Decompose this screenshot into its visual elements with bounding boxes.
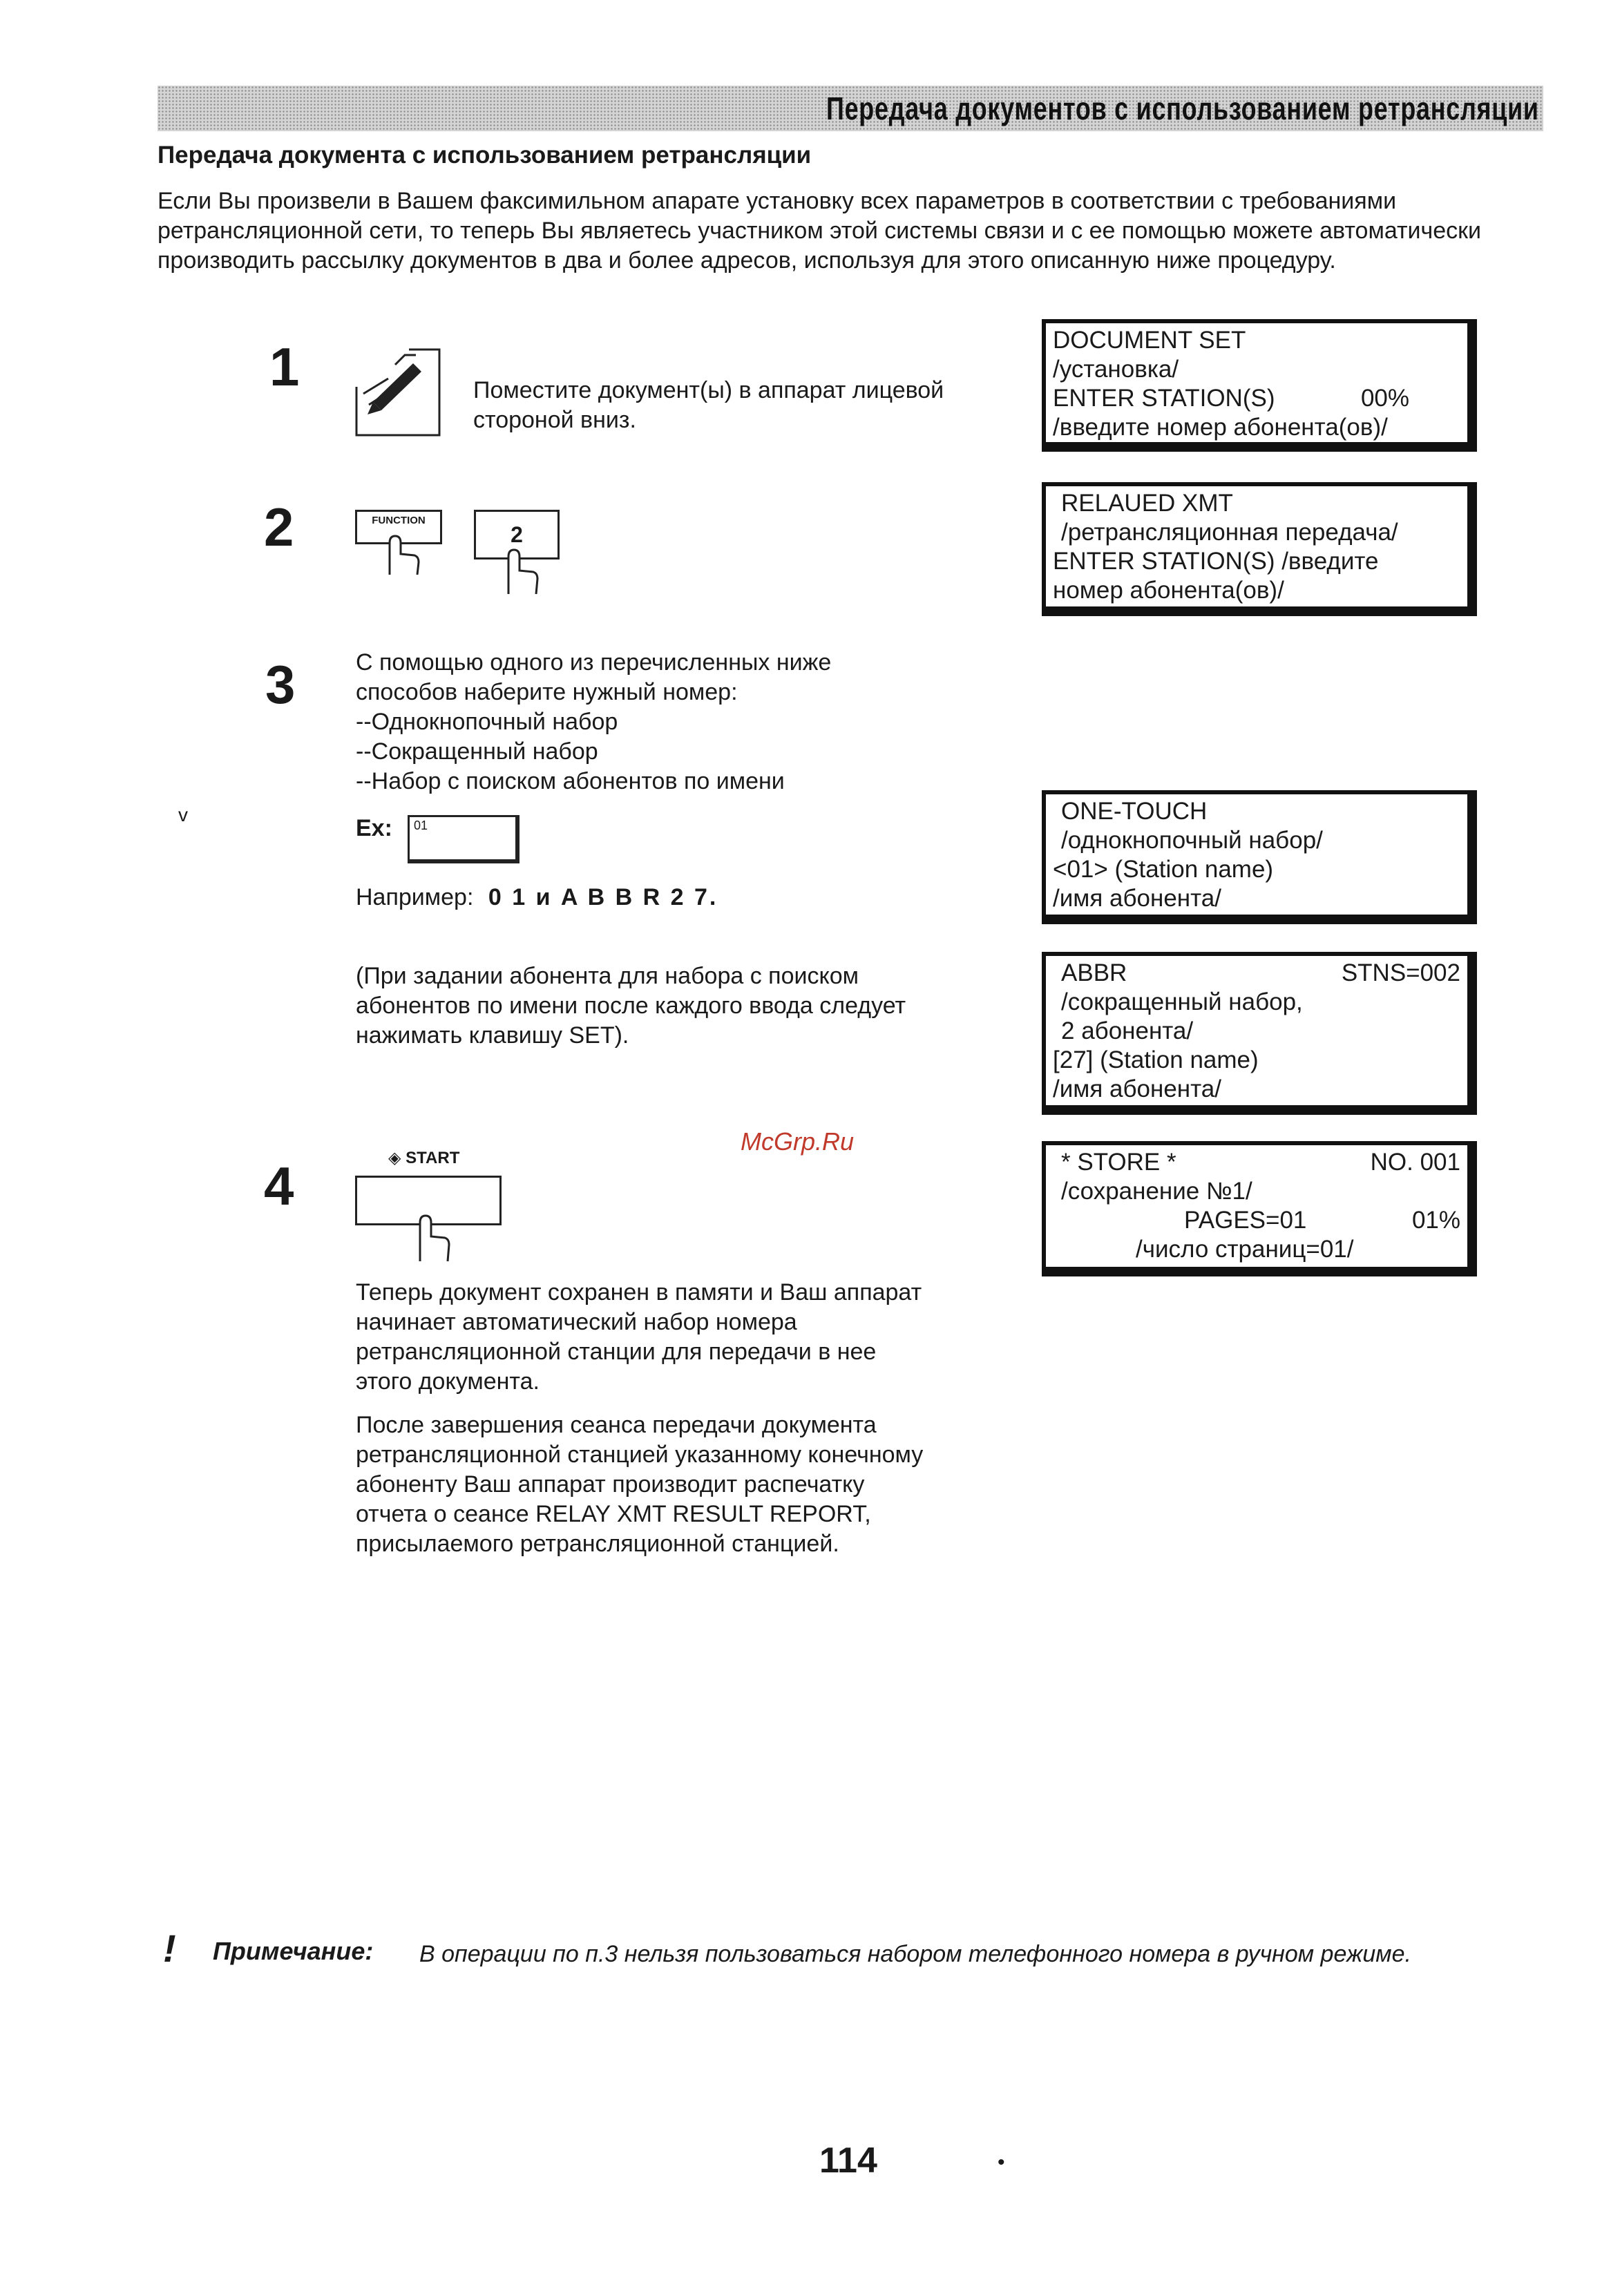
para-line: ретрансляционной станцией указанному конечному [356,1442,924,1468]
lcd-line: [27] (Station name) [1053,1046,1259,1073]
note-text: В операции по п.3 нельзя пользоваться набором телефонного номера в ручном режиме. [419,1941,1411,1967]
start-key-label [388,1148,459,1168]
section-title: Передача документа с использованием ретрансляции [158,142,812,169]
digit-key-icon [474,510,561,600]
lcd-percent: 01% [1411,1207,1460,1234]
lcd-line: * STORE * [1061,1149,1176,1176]
para-line: абоненту Ваш аппарат производит распечатку [356,1471,865,1498]
ex-label: Ex: [356,815,392,841]
start-icon: ◈ [388,1149,401,1167]
lcd-document-set [1042,319,1477,452]
lcd-store [1042,1141,1477,1276]
lcd-line: ENTER STATION(S) [1053,385,1275,412]
note-label: Примечание: [213,1937,374,1965]
lcd-one-touch [1042,790,1477,924]
para-line: отчета о сеансе RELAY XMT RESULT REPORT, [356,1501,871,1527]
note-line: нажимать клавишу SET). [356,1022,629,1049]
lcd-line: DOCUMENT SET [1053,327,1246,354]
step-4-number: 4 [264,1156,294,1216]
lcd-store-number: NO. 001 [1370,1149,1460,1176]
step-1-number: 1 [269,336,300,397]
lcd-line: ENTER STATION(S) /введите [1053,548,1379,575]
note-line: абонентов по имени после каждого ввода следует [356,993,906,1019]
lcd-line: /ретрансляционная передача/ [1061,519,1398,546]
lcd-line: /сокращенный набор, [1061,988,1303,1015]
lcd-line: /установка/ [1053,356,1179,383]
lcd-line: /имя абонента/ [1053,885,1221,912]
step-3-line: --Однокнопочный набор [356,709,618,735]
margin-mark: v [178,804,188,825]
lcd-progress: 00% [1360,385,1409,412]
step-1-text: Поместите документ(ы) в аппарат лицевой стороной вниз. [473,377,944,433]
function-key-label: FUNCTION [355,510,442,544]
lcd-line: RELAUED XMT [1061,490,1233,517]
para-line: начинает автоматический набор номера [356,1309,797,1335]
lcd-abbr [1042,952,1477,1115]
step-3-line: С помощью одного из перечисленных ниже [356,649,832,676]
ex-input-box: 01 [408,815,519,863]
lcd-line: 2 абонента/ [1061,1017,1194,1044]
note-line: (При задании абонента для набора с поиском [356,963,859,989]
page-number: 114 [819,2141,877,2181]
para-line: присылаемого ретрансляционной станцией. [356,1531,839,1557]
lcd-relay-xmt [1042,482,1477,616]
start-key-icon [355,1176,504,1265]
para-line: ретрансляционной станции для передачи в нее [356,1339,877,1365]
para-line: Теперь документ сохранен в памяти и Ваш аппарат [356,1279,922,1305]
intro-paragraph: Если Вы произвели в Вашем факсимильном апарате установку всех параметров в соответствии с требованиями ретрансляционной сети, то теперь Вы являетесь участником этой системы связи и с ее помощью можете автоматически производить рассылку документов в два и более адресов, используя для этого описанную ниже процедуру. [158,188,1482,274]
step-3-instructions [356,648,978,796]
lcd-line: номер абонента(ов)/ [1053,577,1284,604]
digit-key-label: 2 [474,510,560,559]
example-line [356,883,718,912]
lcd-line: /сохранение №1/ [1061,1178,1252,1205]
lcd-line: /имя абонента/ [1053,1075,1221,1102]
step-3-line: --Сокращенный набор [356,738,598,765]
lcd-line: ONE-TOUCH [1061,798,1208,825]
note-exclamation-icon: ! [163,1926,176,1970]
start-label-text: START [406,1149,460,1167]
lcd-line: /введите номер абонента(ов)/ [1053,414,1388,441]
para-line: этого документа. [356,1368,540,1395]
step-2-number: 2 [264,497,294,557]
para-line: После завершения сеанса передачи документа [356,1412,877,1438]
lcd-line: ABBR [1061,959,1127,986]
example-label: Например: [356,884,474,910]
function-key-icon [355,510,444,576]
scan-dot: • [998,2151,1005,2174]
step-4-para-1 [356,1278,1047,1397]
header-banner [158,86,1543,131]
lcd-line: /однокнопочный набор/ [1061,827,1323,854]
step-3-line: способов наберите нужный номер: [356,679,738,705]
lcd-pages: PAGES=01 [1184,1207,1307,1234]
lcd-line: /число страниц=01/ [1136,1236,1354,1263]
step-3-line: --Набор с поиском абонентов по имени [356,768,785,794]
step-3-number: 3 [265,654,296,715]
banner-title: Передача документов с использованием ретрансляции [826,90,1539,126]
example-value: 0 1 и A B B R 2 7. [488,884,718,910]
step-4-para-2 [356,1410,1047,1559]
watermark: McGrp.Ru [741,1127,855,1156]
lcd-line: <01> (Station name) [1053,856,1274,883]
set-key-note [356,962,1019,1051]
document-icon [354,345,444,441]
lcd-stations: STNS=002 [1341,959,1460,986]
